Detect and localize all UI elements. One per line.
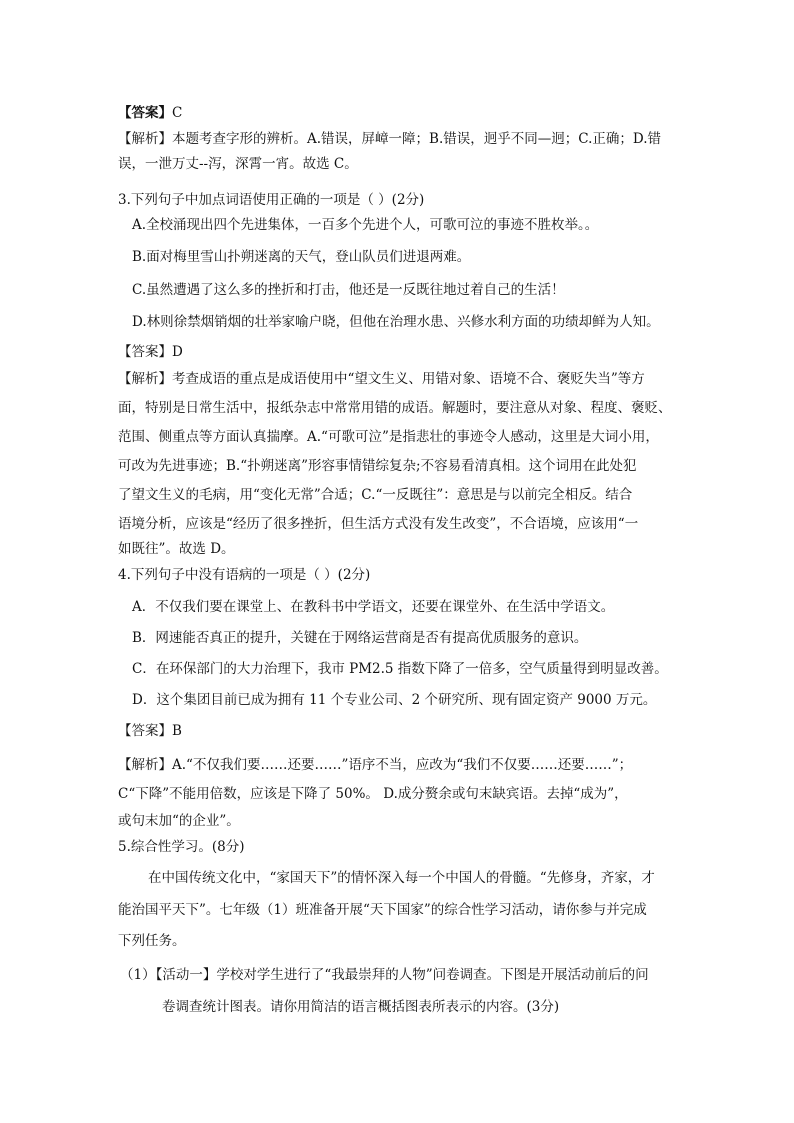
question-3-analysis-line-2: 面，特别是日常生活中，报纸杂志中常常用错的成语。解题时，要注意从对象、程度、褒贬、 (118, 400, 672, 416)
question-3-option-b: B.面对梅里雪山扑朔迷离的天气，登山队员们进退两难。 (132, 249, 471, 265)
question-3-analysis-line-7: 如既往”。故选 D。 (118, 541, 235, 557)
question-4-option-b: B．网速能否真正的提升，关键在于网络运营商是否有提高优质服务的意识。 (132, 630, 588, 646)
analysis-1-line-2: 误，一泄万丈--泻，深霄一宵。故选 C。 (118, 156, 358, 172)
question-3-analysis-line-4: 可改为先进事迹；B.“扑朔迷离”形容事情错综复杂;不容易看清真相。这个词用在此处犯 (118, 458, 637, 474)
question-3-option-c: C.虽然遭遇了这么多的挫折和打击，他还是一反既往地过着自己的生活！ (132, 282, 565, 298)
analysis-1-line-1: 【解析】本题考查字形的辨析。A.错误，屏嶂一障；B.错误，迥乎不同—迥；C.正确；D.错 (118, 131, 662, 147)
question-4-option-a: A．不仅我们要在课堂上、在教科书中学语文，还要在课堂外、在生活中学语文。 (132, 599, 615, 615)
question-4-analysis-line-2: C“下降”不能用倍数，应该是下降了 50%。 D.成分赘余或句末缺宾语。去掉“成为”， (118, 786, 628, 802)
question-5-task-1-line-1: （1）【活动一】学校对学生进行了“我最崇拜的人物”问卷调查。下图是开展活动前后的问 (120, 967, 649, 983)
question-3-answer: 【答案】D (118, 344, 183, 360)
question-3-stem: 3.下列句子中加点词语使用正确的一项是（ ）(2分) (118, 192, 425, 208)
question-4-option-d: D．这个集团目前已成为拥有 11 个专业公司、2 个研究所、现有固定资产 9000 万元。 (132, 692, 657, 708)
question-3-analysis-line-3: 范围、侧重点等方面认真揣摩。A.“可歌可泣”是指悲壮的事迹令人感动，这里是大词小用， (118, 429, 659, 445)
question-4-answer: 【答案】B (118, 723, 182, 739)
question-3-analysis-line-6: 语境分析，应该是“经历了很多挫折，但生活方式没有发生改变”，不合语境，应该用“一 (118, 516, 639, 532)
answer-label: 【答案】 (118, 105, 172, 121)
question-3-analysis-line-5: 了望文生义的毛病，用“变化无常”合适；C.“一反既往”：意思是与以前完全相反。结合 (118, 487, 633, 503)
question-4-option-c: C．在环保部门的大力治理下，我市 PM2.5 指数下降了一倍多，空气质量得到明显改善。 (132, 661, 668, 677)
question-4-analysis-line-3: 或句末加“的企业”。 (118, 813, 240, 829)
answer-value: C (172, 105, 183, 121)
question-5-stem: 5.综合性学习。(8分) (118, 839, 245, 855)
question-5-task-1-line-2: 卷调查统计图表。请你用简洁的语言概括图表所表示的内容。(3分) (162, 999, 560, 1015)
question-4-analysis-line-1: 【解析】A.“不仅我们要……还要……”语序不当，应改为“我们不仅要……还要……”； (118, 757, 633, 773)
question-3-option-d: D.林则徐禁烟销烟的壮举家喻户晓，但他在治理水患、兴修水利方面的功绩却鲜为人知。 (132, 314, 660, 330)
answer-1 (118, 104, 182, 122)
question-5-intro-line-3: 下列任务。 (118, 933, 186, 949)
question-3-analysis-line-1: 【解析】考查成语的重点是成语使用中“望文生义、用错对象、语境不合、褒贬失当”等方 (118, 371, 645, 387)
question-5-intro-line-2: 能治国平天下”。七年级（1）班准备开展“天下国家”的综合性学习活动，请你参与并完成 (118, 902, 647, 918)
question-3-option-a: A.全校涌现出四个先进集体，一百多个先进个人，可歌可泣的事迹不胜枚举。。 (132, 217, 599, 233)
question-4-stem: 4.下列句子中没有语病的一项是（ ）(2分) (118, 567, 371, 583)
question-5-intro-line-1: 在中国传统文化中，“家国天下”的情怀深入每一个中国人的骨髓。“先修身，齐家，才 (148, 870, 655, 886)
